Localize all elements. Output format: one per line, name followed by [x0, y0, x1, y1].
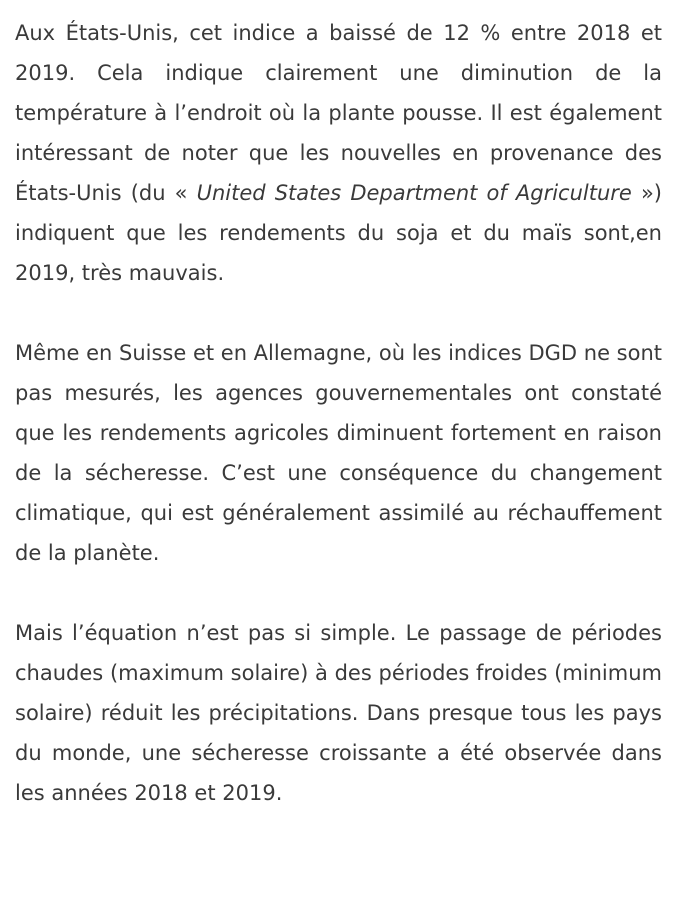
paragraph-1-text-start: Aux États-Unis, cet indice a baissé de 12 % entre 2018 et 2019. Cela indique clairement une diminution de la température à l’endroit où la plante pousse. Il est également intéressant de noter que les nouvelles en provenance des États-Unis (du « — [15, 21, 662, 205]
paragraph-usda-index — [15, 13, 662, 293]
paragraph-drought: Mais l’équation n’est pas si simple. Le passage de périodes chaudes (maximum solaire) à des périodes froides (minimum solaire) réduit les précipitations. Dans presque tous les pays du monde, une sécheresse croissante a été observée dans les années 2018 et 2019. — [15, 621, 662, 805]
paragraph-switzerland-germany: Même en Suisse et en Allemagne, où les indices DGD ne sont pas mesurés, les agences gouvernementales ont constaté que les rendements agricoles diminuent fortement en raison de la sécheresse. C’est une conséquence du changement climatique, qui est généralement assimilé au réchauffement de la planète. — [15, 341, 662, 565]
usda-name: United States Department of Agriculture — [196, 181, 632, 205]
paragraph-1-text-end: ») indiquent que les rendements du soja et du maïs sont,en 2019, très mauvais. — [15, 181, 662, 285]
